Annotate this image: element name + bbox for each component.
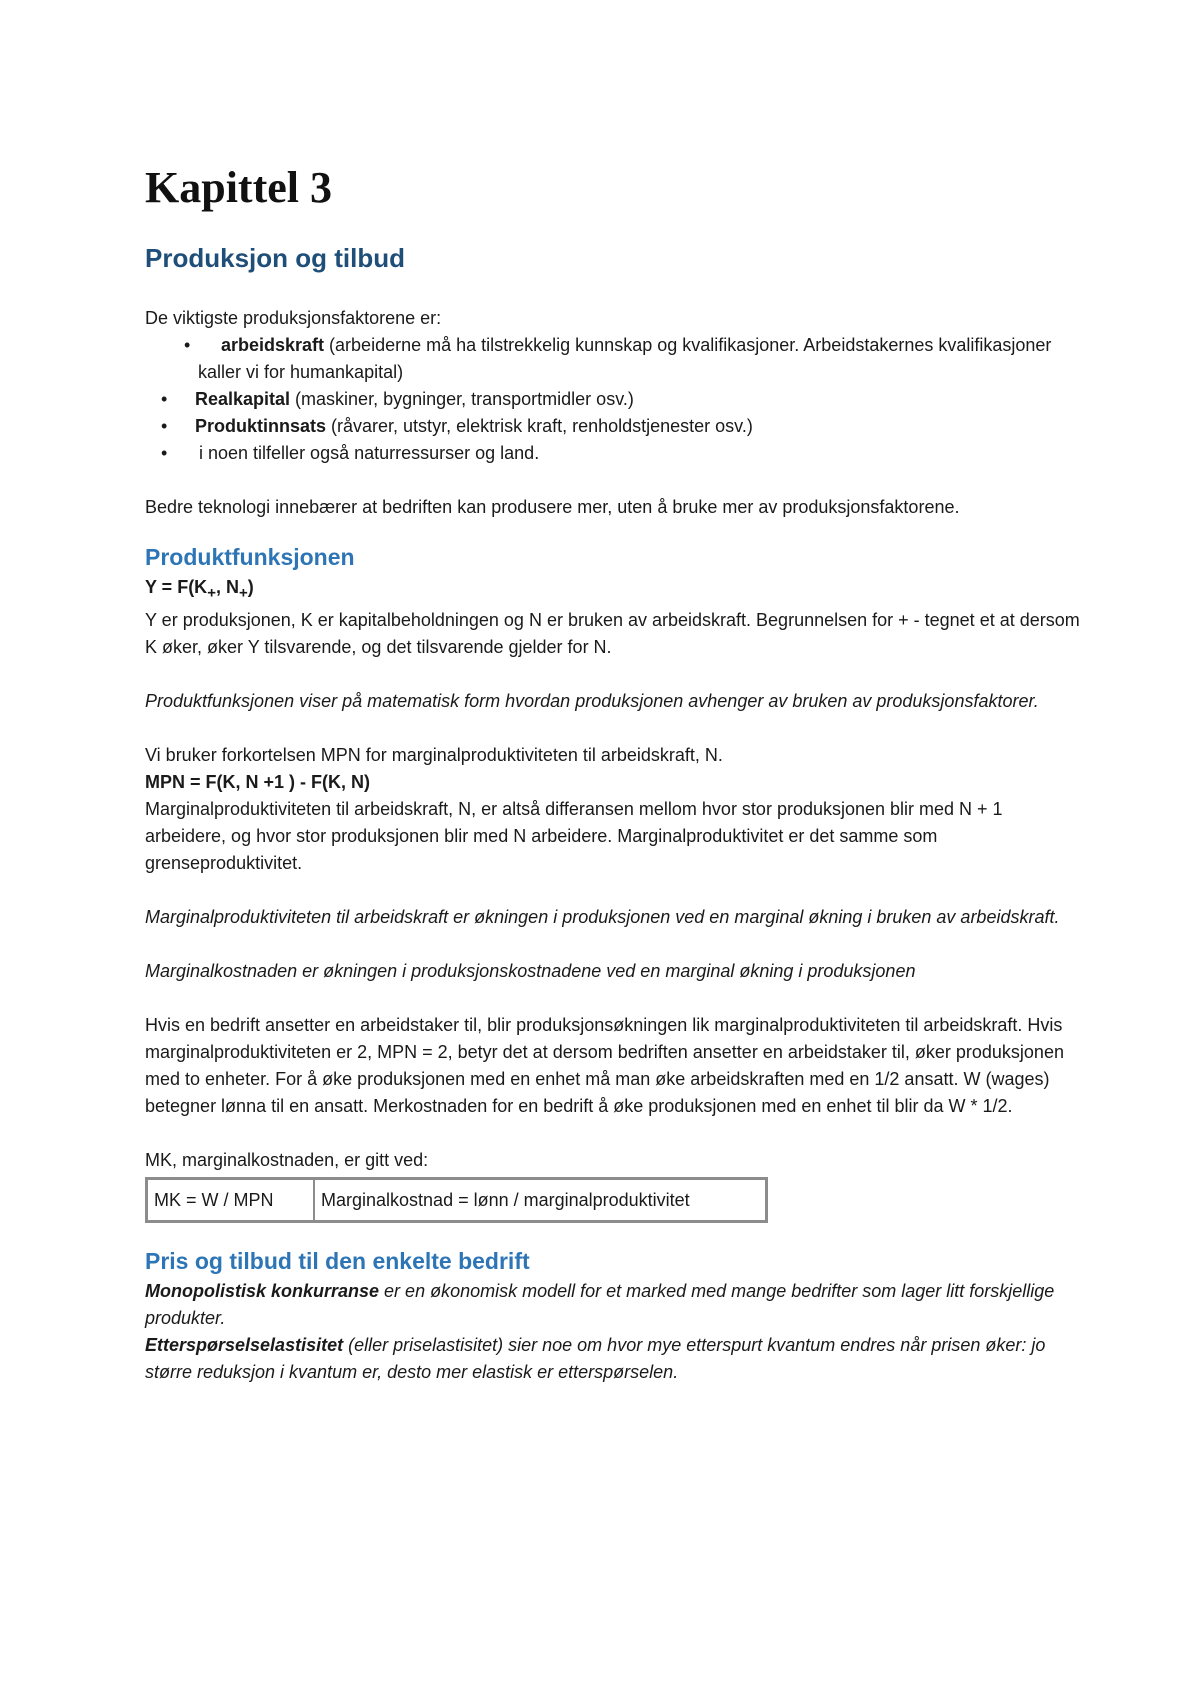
mpn-formula: MPN = F(K, N +1 ) - F(K, N) — [145, 771, 370, 792]
elasticity-term: Etterspørselselastisitet — [145, 1334, 344, 1355]
mpn-definition: Marginalproduktiviteten til arbeidskraft er økningen i produksjonen ved en marginal økning i bruken av arbeidskraft. — [145, 906, 1060, 927]
product-function-definition: Produktfunksjonen viser på matematisk form hvordan produksjonen avhenger av bruken av produksjonsfaktorer. — [145, 690, 1039, 711]
factor-description: (maskiner, bygninger, transportmidler osv.) — [290, 389, 634, 409]
document-page — [145, 160, 1085, 1386]
product-function-explanation: Y er produksjonen, K er kapitalbeholdningen og N er bruken av arbeidskraft. Begrunnelsen for + - tegnet et at dersom K øker, øker Y tilsvarende, og det tilsvarende gjelder for N. — [145, 609, 1080, 657]
factor-term: arbeidskraft — [221, 335, 325, 355]
mk-intro: MK, marginalkostnaden, er gitt ved: — [145, 1149, 429, 1170]
product-function-heading: Produktfunksjonen — [145, 544, 355, 570]
factor-list — [145, 332, 1085, 467]
mk-words-cell: Marginalkostnad = lønn / marginalproduktivitet — [314, 1178, 767, 1221]
monopolistic-term: Monopolistisk konkurranse — [145, 1280, 380, 1301]
mpn-intro: Vi bruker forkortelsen MPN for marginalproduktiviteten til arbeidskraft, N. — [145, 744, 723, 765]
elasticity-paragraph: Etterspørselselastisitet (eller priselastisitet) sier noe om hvor mye etterspurt kvantum endres når prisen øker: jo større reduksjon i kvantum er, desto mer elastisk er etterspørselen. — [145, 1334, 1046, 1382]
factor-description: (arbeiderne må ha tilstrekkelig kunnskap og kvalifikasjoner. Arbeidstakernes kvalifikasjoner kaller vi for humankapital) — [198, 335, 1052, 382]
list-item — [145, 386, 1085, 413]
bullet-icon: • — [161, 416, 168, 436]
chapter-title: Kapittel 3 — [145, 163, 332, 212]
mk-formula-table — [145, 1177, 768, 1223]
hire-paragraph: Hvis en bedrift ansetter en arbeidstaker til, blir produksjonsøkningen lik marginalproduktiviteten til arbeidskraft. Hvis marginalproduktiviteten er 2, MPN = 2, betyr det at dersom bedriften ansetter en arbeidstaker til, øker produksjonen med to enheter. For å øke produksjonen med en enhet må man øke arbeidskraften med en 1/2 ansatt. W (wages) betegner lønna til en ansatt. Merkostnaden for en bedrift å øke produksjonen med en enhet til blir da W * 1/2. — [145, 1014, 1064, 1116]
list-item — [145, 440, 1085, 467]
table-row — [147, 1178, 767, 1221]
mk-definition: Marginalkostnaden er økningen i produksjonskostnadene ved en marginal økning i produksjonen — [145, 960, 916, 981]
mpn-explanation: Marginalproduktiviteten til arbeidskraft, N, er altså differansen mellom hvor stor produksjonen blir med N + 1 arbeidere, og hvor stor produksjonen blir med N arbeidere. Marginalproduktivitet er det samme som grenseproduktivitet. — [145, 798, 1003, 873]
factor-term: Realkapital — [195, 389, 291, 409]
factor-description: i noen tilfeller også naturressurser og land. — [199, 443, 540, 463]
product-function-formula: $Y = F(K_+$, $N_+$) — [145, 577, 254, 602]
bullet-icon: • — [184, 335, 191, 355]
list-item — [145, 413, 1085, 440]
factor-description: (råvarer, utstyr, elektrisk kraft, renholdstjenester osv.) — [326, 416, 753, 436]
intro-text: De viktigste produksjonsfaktorene er: — [145, 308, 442, 328]
technology-paragraph: Bedre teknologi innebærer at bedriften kan produsere mer, uten å bruke mer av produksjonsfaktorene. — [145, 497, 960, 517]
monopolistic-paragraph: Monopolistisk konkurranse er en økonomisk modell for et marked med mange bedrifter som lager litt forskjellige produkter. — [145, 1280, 1055, 1328]
list-item — [145, 332, 1085, 386]
bullet-icon: • — [161, 389, 168, 409]
factor-term: Produktinnsats — [195, 416, 327, 436]
price-supply-heading: Pris og tilbud til den enkelte bedrift — [145, 1247, 530, 1274]
section-title: Produksjon og tilbud — [145, 243, 405, 273]
mk-formula-cell: MK = W / MPN — [147, 1178, 315, 1221]
bullet-icon: • — [161, 443, 168, 463]
